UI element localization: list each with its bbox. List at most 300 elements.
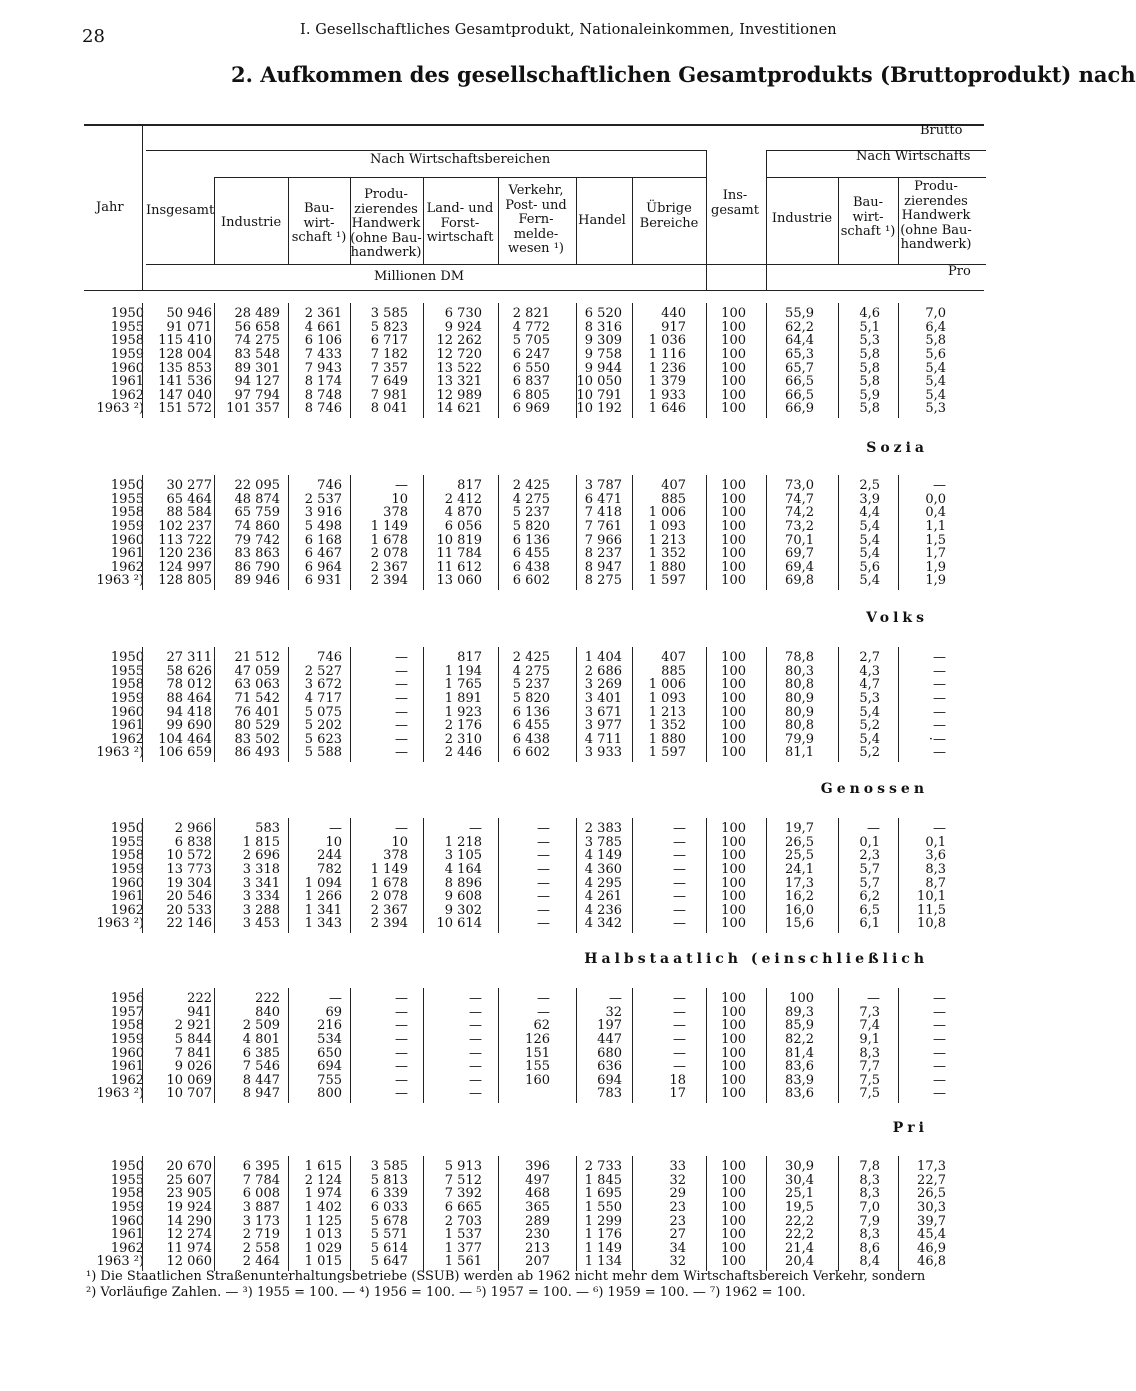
- value-cell: 3 585: [370, 1159, 408, 1174]
- year-column: [84, 992, 144, 1101]
- header-nach-wirtschaftsbereichen: Nach Wirtschaftsbereichen: [370, 152, 551, 167]
- value-cell: 100: [721, 821, 746, 836]
- value-cell: 10,8: [917, 916, 946, 932]
- value-cell: 1 299: [584, 1213, 622, 1229]
- value-cell: 83 863: [234, 546, 280, 562]
- value-column: [344, 651, 408, 760]
- value-cell: 56 658: [234, 319, 280, 335]
- value-cell: 6 455: [512, 718, 550, 734]
- value-cell: 100: [721, 889, 746, 905]
- value-cell: 100: [721, 532, 746, 548]
- value-cell: 128 004: [158, 346, 212, 362]
- value-cell: 4 295: [584, 875, 622, 891]
- value-cell: 1 236: [648, 360, 686, 376]
- value-cell: 10: [325, 834, 342, 850]
- value-cell: —: [395, 478, 408, 493]
- value-cell: 12 989: [436, 387, 482, 403]
- value-cell: 8 174: [304, 374, 342, 390]
- year-cell: 1955: [110, 663, 144, 679]
- value-cell: 47 059: [234, 663, 280, 679]
- value-cell: 1 845: [584, 1172, 622, 1188]
- value-cell: 17,3: [917, 1159, 946, 1174]
- value-cell: 3 269: [584, 677, 622, 693]
- value-cell: 13 773: [166, 861, 212, 877]
- value-column: [750, 822, 814, 931]
- value-cell: 3 453: [242, 916, 280, 932]
- value-cell: 5,4: [925, 387, 946, 403]
- column-rule: [838, 303, 839, 418]
- value-cell: 3 585: [370, 306, 408, 321]
- value-cell: 22,7: [917, 1172, 946, 1188]
- year-cell: 1961: [110, 374, 144, 390]
- value-cell: —: [933, 663, 946, 679]
- column-rule: [142, 475, 143, 590]
- value-cell: 4 149: [584, 848, 622, 864]
- value-cell: 5,6: [859, 559, 880, 575]
- column-rule: [288, 988, 289, 1103]
- value-column: [816, 822, 880, 931]
- value-cell: —: [673, 861, 686, 877]
- value-cell: 19,5: [785, 1199, 814, 1215]
- value-cell: 6 805: [512, 387, 550, 403]
- value-cell: 7 841: [174, 1045, 212, 1061]
- value-cell: 1 343: [304, 916, 342, 932]
- value-cell: 1 125: [304, 1213, 342, 1229]
- value-cell: 10 791: [576, 387, 622, 403]
- value-cell: 19 924: [166, 1199, 212, 1215]
- value-cell: 64,4: [785, 333, 814, 349]
- column-rule: [350, 1156, 351, 1271]
- value-cell: —: [673, 821, 686, 836]
- value-cell: 5 820: [512, 518, 550, 534]
- value-cell: —: [537, 848, 550, 864]
- value-cell: 141 536: [158, 374, 212, 390]
- value-cell: 6 168: [304, 532, 342, 548]
- value-cell: 6 730: [444, 306, 482, 321]
- value-cell: 1 352: [648, 718, 686, 734]
- value-cell: 5 571: [370, 1227, 408, 1243]
- value-cell: 3 288: [242, 902, 280, 918]
- value-cell: 6 931: [304, 573, 342, 589]
- value-cell: 83,6: [785, 1086, 814, 1102]
- column-rule: [898, 988, 899, 1103]
- value-cell: 5,4: [859, 731, 880, 747]
- value-cell: —: [395, 745, 408, 761]
- value-cell: 7 418: [584, 505, 622, 521]
- value-cell: 1 134: [584, 1254, 622, 1270]
- value-cell: 1 352: [648, 546, 686, 562]
- header-r-handwerk: Produ- zierendes Handwerk (ohne Bau- handwerk): [900, 179, 972, 252]
- value-cell: 106 659: [158, 745, 212, 761]
- value-cell: 8 896: [444, 875, 482, 891]
- value-cell: 4 275: [512, 663, 550, 679]
- value-cell: —: [673, 916, 686, 932]
- value-cell: 30 277: [166, 478, 212, 493]
- value-cell: 32: [669, 1254, 686, 1270]
- value-cell: 1 615: [304, 1159, 342, 1174]
- value-cell: 33: [669, 1159, 686, 1174]
- value-cell: 6 550: [512, 360, 550, 376]
- value-cell: 3 173: [242, 1213, 280, 1229]
- value-cell: 13 522: [436, 360, 482, 376]
- year-cell: 1962: [110, 1240, 144, 1256]
- value-cell: 15,6: [785, 916, 814, 932]
- value-cell: 5,8: [859, 346, 880, 362]
- value-cell: 7 943: [304, 360, 342, 376]
- value-cell: 48 874: [234, 491, 280, 507]
- value-cell: 6 136: [512, 532, 550, 548]
- column-rule: [632, 303, 633, 418]
- value-cell: 22 095: [234, 478, 280, 493]
- value-cell: 6 837: [512, 374, 550, 390]
- value-cell: 80,9: [785, 704, 814, 720]
- column-rule: [214, 818, 215, 933]
- column-rule: [498, 475, 499, 590]
- header-industrie: Industrie: [221, 215, 282, 230]
- value-cell: 100: [789, 991, 814, 1006]
- header-bauwirtschaft: Bau- wirt- schaft ¹): [291, 201, 347, 245]
- value-cell: 2 733: [584, 1159, 622, 1174]
- value-cell: 100: [721, 374, 746, 390]
- value-cell: 2 394: [370, 573, 408, 589]
- value-cell: —: [537, 902, 550, 918]
- value-cell: 7 182: [370, 346, 408, 362]
- value-cell: 8,3: [859, 1186, 880, 1202]
- value-cell: 20 670: [166, 1159, 212, 1174]
- value-cell: 1,7: [925, 546, 946, 562]
- value-cell: 2 367: [370, 559, 408, 575]
- value-cell: 102 237: [158, 518, 212, 534]
- value-cell: 62,2: [785, 319, 814, 335]
- value-cell: —: [395, 1059, 408, 1075]
- value-cell: 10 707: [166, 1086, 212, 1102]
- year-cell: 1950: [110, 650, 144, 665]
- value-cell: —: [933, 1004, 946, 1020]
- value-column: [816, 651, 880, 760]
- value-cell: —: [469, 1031, 482, 1047]
- column-rule: [632, 1156, 633, 1271]
- value-cell: 73,0: [785, 478, 814, 493]
- value-column: [418, 307, 482, 416]
- value-cell: —: [395, 1004, 408, 1020]
- header-prozent: Pro: [948, 264, 971, 279]
- value-cell: 378: [383, 505, 408, 521]
- column-rule: [838, 475, 839, 590]
- value-cell: —: [673, 1059, 686, 1075]
- value-cell: 8,3: [925, 861, 946, 877]
- value-cell: 6 136: [512, 704, 550, 720]
- value-cell: 9 309: [584, 333, 622, 349]
- value-cell: 4 342: [584, 916, 622, 932]
- value-column: [418, 992, 482, 1101]
- value-column: [882, 307, 946, 416]
- value-column: [418, 479, 482, 588]
- column-rule: [576, 647, 577, 762]
- value-cell: 13 060: [436, 573, 482, 589]
- value-cell: 636: [597, 1059, 622, 1075]
- year-cell: 1958: [110, 505, 144, 521]
- column-rule: [898, 818, 899, 933]
- value-column: [344, 479, 408, 588]
- value-cell: 83 502: [234, 731, 280, 747]
- value-cell: 2 425: [512, 478, 550, 493]
- value-cell: —: [933, 991, 946, 1006]
- value-cell: 7 512: [444, 1172, 482, 1188]
- page-number: 28: [82, 26, 105, 47]
- year-cell: 1963 ²): [96, 1254, 144, 1270]
- value-cell: 9 924: [444, 319, 482, 335]
- column-rule: [350, 647, 351, 762]
- value-cell: 1 880: [648, 559, 686, 575]
- header-handel: Handel: [578, 213, 626, 228]
- value-column: [148, 822, 212, 931]
- value-column: [750, 651, 814, 760]
- value-cell: 1 218: [444, 834, 482, 850]
- header-land-forst: Land- und Forst- wirtschaft: [426, 201, 494, 245]
- value-cell: 88 464: [166, 690, 212, 706]
- year-cell: 1962: [110, 902, 144, 918]
- year-cell: 1960: [110, 532, 144, 548]
- value-cell: 7,4: [859, 1018, 880, 1034]
- year-cell: 1962: [110, 1072, 144, 1088]
- value-cell: 80,9: [785, 690, 814, 706]
- value-cell: 1 213: [648, 532, 686, 548]
- value-cell: 14 621: [436, 401, 482, 417]
- value-cell: 2,5: [859, 478, 880, 493]
- value-cell: 497: [525, 1172, 550, 1188]
- value-cell: 24,1: [785, 861, 814, 877]
- value-column: [750, 992, 814, 1101]
- value-cell: 4,6: [859, 306, 880, 321]
- value-cell: 4 360: [584, 861, 622, 877]
- value-cell: 4,3: [859, 663, 880, 679]
- value-cell: 3 334: [242, 889, 280, 905]
- value-cell: 1 377: [444, 1240, 482, 1256]
- value-cell: 100: [721, 704, 746, 720]
- value-cell: 100: [721, 1045, 746, 1061]
- column-rule: [498, 818, 499, 933]
- value-cell: 840: [255, 1004, 280, 1020]
- header-r-industrie: Industrie: [771, 211, 833, 226]
- value-cell: 94 127: [234, 374, 280, 390]
- section-label: Halbstaatlich (einschließlich: [584, 951, 928, 967]
- column-rule: [350, 475, 351, 590]
- year-cell: 1962: [110, 387, 144, 403]
- value-cell: 583: [255, 821, 280, 836]
- value-column: [558, 1160, 622, 1269]
- value-cell: 694: [597, 1072, 622, 1088]
- value-cell: 6,4: [925, 319, 946, 335]
- year-column: [84, 651, 144, 760]
- value-cell: 1 094: [304, 875, 342, 891]
- column-rule: [898, 303, 899, 418]
- value-cell: 18: [669, 1072, 686, 1088]
- value-cell: 5 623: [304, 731, 342, 747]
- value-cell: —: [673, 902, 686, 918]
- value-cell: 5,8: [859, 360, 880, 376]
- year-cell: 1960: [110, 875, 144, 891]
- year-cell: 1963 ²): [96, 1086, 144, 1102]
- value-cell: 7 433: [304, 346, 342, 362]
- header-verkehr: Verkehr, Post- und Fern- melde- wesen ¹): [505, 183, 567, 256]
- column-rule: [142, 818, 143, 933]
- value-cell: 3 977: [584, 718, 622, 734]
- value-cell: 1 266: [304, 889, 342, 905]
- value-cell: 885: [661, 663, 686, 679]
- value-cell: 1 597: [648, 745, 686, 761]
- value-cell: 113 722: [158, 532, 212, 548]
- value-cell: —: [673, 1031, 686, 1047]
- column-rule: [706, 818, 707, 933]
- value-cell: 14 290: [166, 1213, 212, 1229]
- value-cell: 5,3: [859, 333, 880, 349]
- year-cell: 1963 ²): [96, 401, 144, 417]
- value-cell: 29: [669, 1186, 686, 1202]
- value-cell: 5 237: [512, 505, 550, 521]
- value-cell: 100: [721, 478, 746, 493]
- value-cell: —: [673, 1045, 686, 1061]
- value-column: [148, 307, 212, 416]
- value-cell: 100: [721, 861, 746, 877]
- value-cell: 100: [721, 518, 746, 534]
- value-column: [344, 822, 408, 931]
- value-cell: 27 311: [166, 650, 212, 665]
- footnote-1: ¹) Die Staatlichen Straßenunterhaltungsbetriebe (SSUB) werden ab 1962 nicht mehr dem Wirtschaftsbereich Verkehr, sondern: [86, 1269, 926, 1284]
- value-column: [816, 307, 880, 416]
- value-cell: 1 006: [648, 677, 686, 693]
- value-cell: 1 404: [584, 650, 622, 665]
- value-cell: 7,0: [925, 306, 946, 321]
- value-cell: 17,3: [785, 875, 814, 891]
- column-rule: [838, 988, 839, 1103]
- value-cell: 1 974: [304, 1186, 342, 1202]
- value-cell: 80,8: [785, 677, 814, 693]
- value-cell: 4 870: [444, 505, 482, 521]
- value-cell: 3 341: [242, 875, 280, 891]
- value-cell: 5 237: [512, 677, 550, 693]
- value-cell: 207: [525, 1254, 550, 1270]
- value-cell: 11 784: [436, 546, 482, 562]
- value-cell: —: [933, 677, 946, 693]
- value-cell: 10 572: [166, 848, 212, 864]
- column-rule: [288, 303, 289, 418]
- value-cell: 1 149: [370, 861, 408, 877]
- value-cell: 4 661: [304, 319, 342, 335]
- value-cell: 5 075: [304, 704, 342, 720]
- value-cell: 124 997: [158, 559, 212, 575]
- value-cell: 62: [533, 1018, 550, 1034]
- value-cell: 81,4: [785, 1045, 814, 1061]
- value-cell: —: [933, 745, 946, 761]
- value-cell: 46,8: [917, 1254, 946, 1270]
- year-cell: 1950: [110, 1159, 144, 1174]
- value-cell: 79,9: [785, 731, 814, 747]
- value-cell: 447: [597, 1031, 622, 1047]
- year-cell: 1963 ²): [96, 573, 144, 589]
- value-cell: 100: [721, 731, 746, 747]
- value-cell: 135 853: [158, 360, 212, 376]
- column-rule: [214, 475, 215, 590]
- value-cell: 22 146: [166, 916, 212, 932]
- value-cell: 2 124: [304, 1172, 342, 1188]
- year-cell: 1960: [110, 360, 144, 376]
- value-cell: 2 446: [444, 745, 482, 761]
- value-cell: 100: [721, 1004, 746, 1020]
- value-cell: 10: [391, 491, 408, 507]
- value-cell: 6 969: [512, 401, 550, 417]
- value-cell: 5 820: [512, 690, 550, 706]
- value-cell: —: [395, 731, 408, 747]
- value-cell: 3,9: [859, 491, 880, 507]
- value-cell: 19,7: [785, 821, 814, 836]
- year-cell: 1959: [110, 861, 144, 877]
- value-cell: 100: [721, 834, 746, 850]
- value-cell: 10: [391, 834, 408, 850]
- value-column: [216, 1160, 280, 1269]
- value-cell: 65,3: [785, 346, 814, 362]
- value-cell: 5 647: [370, 1254, 408, 1270]
- value-cell: —: [537, 875, 550, 891]
- value-cell: 115 410: [158, 333, 212, 349]
- footnote-2: ²) Vorläufige Zahlen. — ³) 1955 = 100. — ⁴) 1956 = 100. — ⁵) 1957 = 100. — ⁶) 1959 = 100. — ⁷) 1962 = 100.: [86, 1285, 806, 1300]
- value-cell: 1 093: [648, 518, 686, 534]
- value-cell: 9,1: [859, 1031, 880, 1047]
- header-r-bauwirtschaft: Bau- wirt- schaft ¹): [840, 195, 896, 239]
- value-cell: —: [469, 1086, 482, 1102]
- value-cell: 20 533: [166, 902, 212, 918]
- value-cell: 1 765: [444, 677, 482, 693]
- value-cell: 5,9: [859, 387, 880, 403]
- value-column: [558, 992, 622, 1101]
- column-rule: [838, 818, 839, 933]
- value-cell: 8,3: [859, 1227, 880, 1243]
- value-cell: 5,4: [925, 374, 946, 390]
- value-column: [148, 479, 212, 588]
- value-cell: —: [933, 1059, 946, 1075]
- year-cell: 1962: [110, 731, 144, 747]
- value-cell: —: [395, 690, 408, 706]
- running-head: I. Gesellschaftliches Gesamtprodukt, Nationaleinkommen, Investitionen: [300, 22, 837, 38]
- value-cell: 100: [721, 1240, 746, 1256]
- value-cell: 213: [525, 1240, 550, 1256]
- value-cell: 100: [721, 306, 746, 321]
- value-cell: 4 717: [304, 690, 342, 706]
- value-cell: 71 542: [234, 690, 280, 706]
- value-cell: 10,1: [917, 889, 946, 905]
- value-cell: 2 310: [444, 731, 482, 747]
- value-column: [418, 822, 482, 931]
- column-rule: [632, 647, 633, 762]
- value-cell: —: [867, 991, 880, 1006]
- value-cell: 7 981: [370, 387, 408, 403]
- value-cell: —: [609, 991, 622, 1006]
- year-cell: 1963 ²): [96, 916, 144, 932]
- value-cell: —: [395, 677, 408, 693]
- value-cell: 80,8: [785, 718, 814, 734]
- column-rule: [350, 988, 351, 1103]
- value-cell: 3 916: [304, 505, 342, 521]
- year-cell: 1956: [110, 991, 144, 1006]
- value-cell: 4 772: [512, 319, 550, 335]
- value-cell: 89,3: [785, 1004, 814, 1020]
- value-cell: 2 425: [512, 650, 550, 665]
- value-cell: —: [537, 889, 550, 905]
- header-rule-3: [146, 264, 986, 265]
- column-rule: [576, 1156, 577, 1271]
- value-cell: 12 060: [166, 1254, 212, 1270]
- year-cell: 1955: [110, 319, 144, 335]
- value-cell: 4 236: [584, 902, 622, 918]
